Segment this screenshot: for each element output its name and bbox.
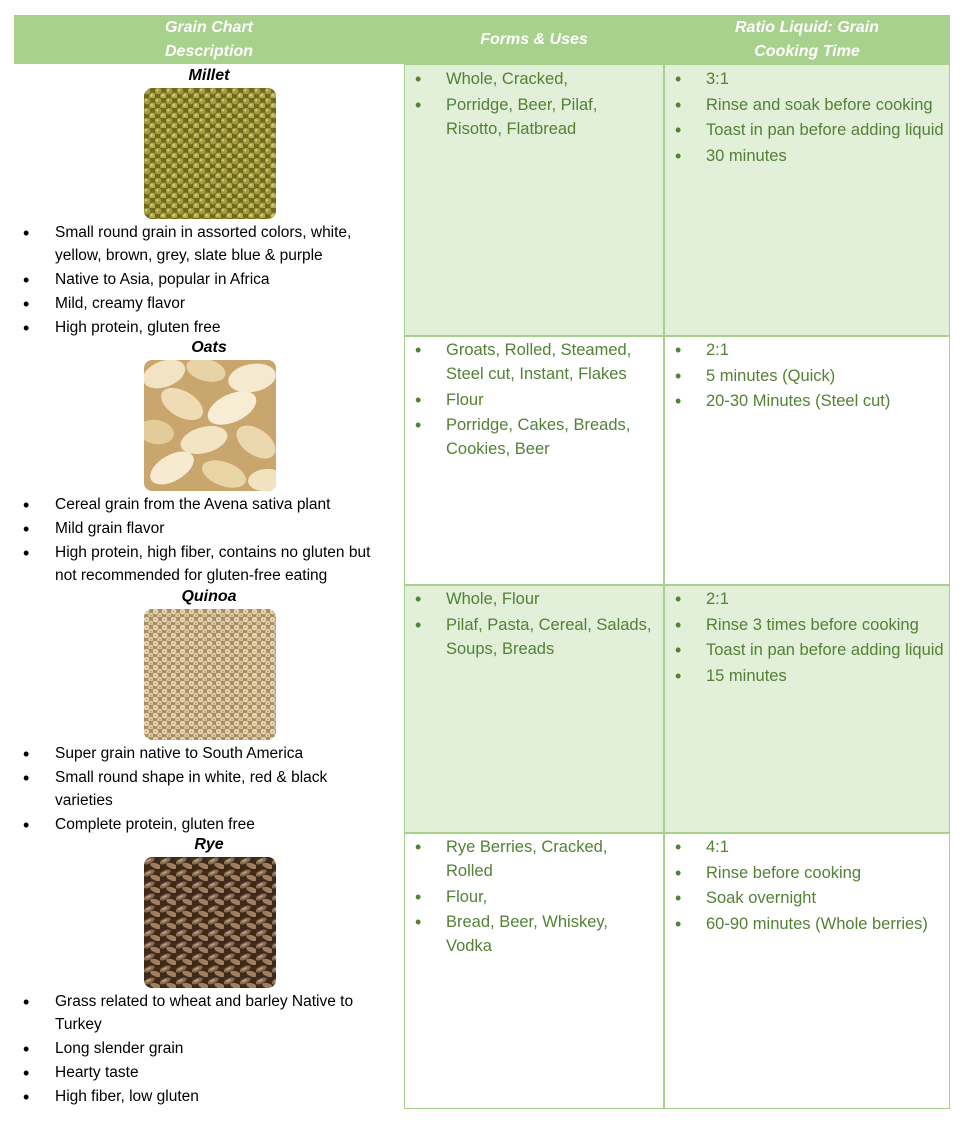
list-item: • Porridge, Cakes, Breads, Cookies, Beer xyxy=(405,413,655,461)
list-item: • Toast in pan before adding liquid xyxy=(665,638,945,662)
list-item: • 2:1 xyxy=(665,338,945,362)
list-item: • Complete protein, gluten free xyxy=(14,814,389,837)
grain-row-quinoa xyxy=(0,585,970,833)
list-item: • Rye Berries, Cracked, Rolled xyxy=(405,835,655,883)
forms-uses-cell xyxy=(404,833,664,1109)
list-item: • Native to Asia, popular in Africa xyxy=(14,269,389,292)
list-item: • Super grain native to South America xyxy=(14,743,389,766)
list-item: • 4:1 xyxy=(665,835,945,859)
description-list xyxy=(14,743,389,838)
ratio-cooking-cell xyxy=(664,833,950,1109)
grain-name: Millet xyxy=(188,67,230,84)
list-item: • Toast in pan before adding liquid xyxy=(665,118,945,142)
list-item: • High fiber, low gluten xyxy=(14,1086,389,1109)
quinoa-photo xyxy=(144,609,276,740)
description-cell xyxy=(14,585,404,833)
list-item: • High protein, gluten free xyxy=(14,317,389,340)
description-cell xyxy=(14,336,404,585)
description-list xyxy=(14,991,389,1110)
list-item: • Whole, Flour xyxy=(405,587,655,611)
list-item: • Hearty taste xyxy=(14,1062,389,1085)
list-item: • Rinse before cooking xyxy=(665,861,945,885)
list-item: • 15 minutes xyxy=(665,664,945,688)
list-item: • Grass related to wheat and barley Native to Turkey xyxy=(14,991,389,1036)
list-item: • Cereal grain from the Avena sativa plant xyxy=(14,494,389,517)
forms-uses-cell xyxy=(404,336,664,585)
ratio-cooking-cell xyxy=(664,585,950,833)
description-list xyxy=(14,222,389,341)
list-item: • 60-90 minutes (Whole berries) xyxy=(665,912,945,936)
grain-name: Quinoa xyxy=(181,588,237,605)
millet-photo xyxy=(144,88,276,219)
list-item: • Flour, xyxy=(405,885,655,909)
description-cell xyxy=(14,64,404,336)
grain-row-rye xyxy=(0,833,970,1109)
list-item: • 30 minutes xyxy=(665,144,945,168)
header-forms-uses: Forms & Uses xyxy=(480,30,588,48)
list-item: • High protein, high fiber, contains no gluten but not recommended for gluten-free eating xyxy=(14,542,389,587)
description-list xyxy=(14,494,389,589)
forms-uses-cell xyxy=(404,585,664,833)
description-cell xyxy=(14,833,404,1109)
header-description-line2: Description xyxy=(164,42,253,60)
list-item: • 5 minutes (Quick) xyxy=(665,364,945,388)
forms-uses-list xyxy=(405,338,655,463)
list-item: • Porridge, Beer, Pilaf, Risotto, Flatbread xyxy=(405,93,655,141)
grain-row-millet xyxy=(0,64,970,336)
list-item: • 2:1 xyxy=(665,587,945,611)
list-item: • Soak overnight xyxy=(665,886,945,910)
list-item: • Small round grain in assorted colors, white, yellow, brown, grey, slate blue & purple xyxy=(14,222,389,267)
list-item: • Mild, creamy flavor xyxy=(14,293,389,316)
grain-name: Rye xyxy=(194,836,224,853)
header-ratio-line2: Cooking Time xyxy=(754,42,860,60)
list-item: • Groats, Rolled, Steamed, Steel cut, Instant, Flakes xyxy=(405,338,655,386)
ratio-cooking-list xyxy=(665,67,945,169)
list-item: • Whole, Cracked, xyxy=(405,67,655,91)
list-item: • Rinse and soak before cooking xyxy=(665,93,945,117)
grain-row-oats xyxy=(0,336,970,585)
rye-photo xyxy=(144,857,276,988)
header-ratio-line1: Ratio Liquid: Grain xyxy=(735,18,879,36)
oats-photo xyxy=(144,360,276,491)
header-ratio xyxy=(664,15,950,64)
list-item: • Pilaf, Pasta, Cereal, Salads, Soups, Breads xyxy=(405,613,655,661)
forms-uses-cell xyxy=(404,64,664,336)
table-header xyxy=(14,15,950,64)
ratio-cooking-list xyxy=(665,587,945,689)
forms-uses-list xyxy=(405,67,655,142)
list-item: • Mild grain flavor xyxy=(14,518,389,541)
forms-uses-list xyxy=(405,835,655,960)
list-item: • 3:1 xyxy=(665,67,945,91)
list-item: • Rinse 3 times before cooking xyxy=(665,613,945,637)
list-item: • Flour xyxy=(405,388,655,412)
header-description xyxy=(14,15,404,64)
forms-uses-list xyxy=(405,587,655,662)
list-item: • Small round shape in white, red & black varieties xyxy=(14,767,389,812)
grain-name: Oats xyxy=(191,339,227,356)
list-item: • Bread, Beer, Whiskey, Vodka xyxy=(405,910,655,958)
ratio-cooking-list xyxy=(665,338,945,415)
list-item: • Long slender grain xyxy=(14,1038,389,1061)
ratio-cooking-cell xyxy=(664,64,950,336)
ratio-cooking-list xyxy=(665,835,945,937)
list-item: • 20-30 Minutes (Steel cut) xyxy=(665,389,945,413)
ratio-cooking-cell xyxy=(664,336,950,585)
header-description-line1: Grain Chart xyxy=(164,18,253,36)
